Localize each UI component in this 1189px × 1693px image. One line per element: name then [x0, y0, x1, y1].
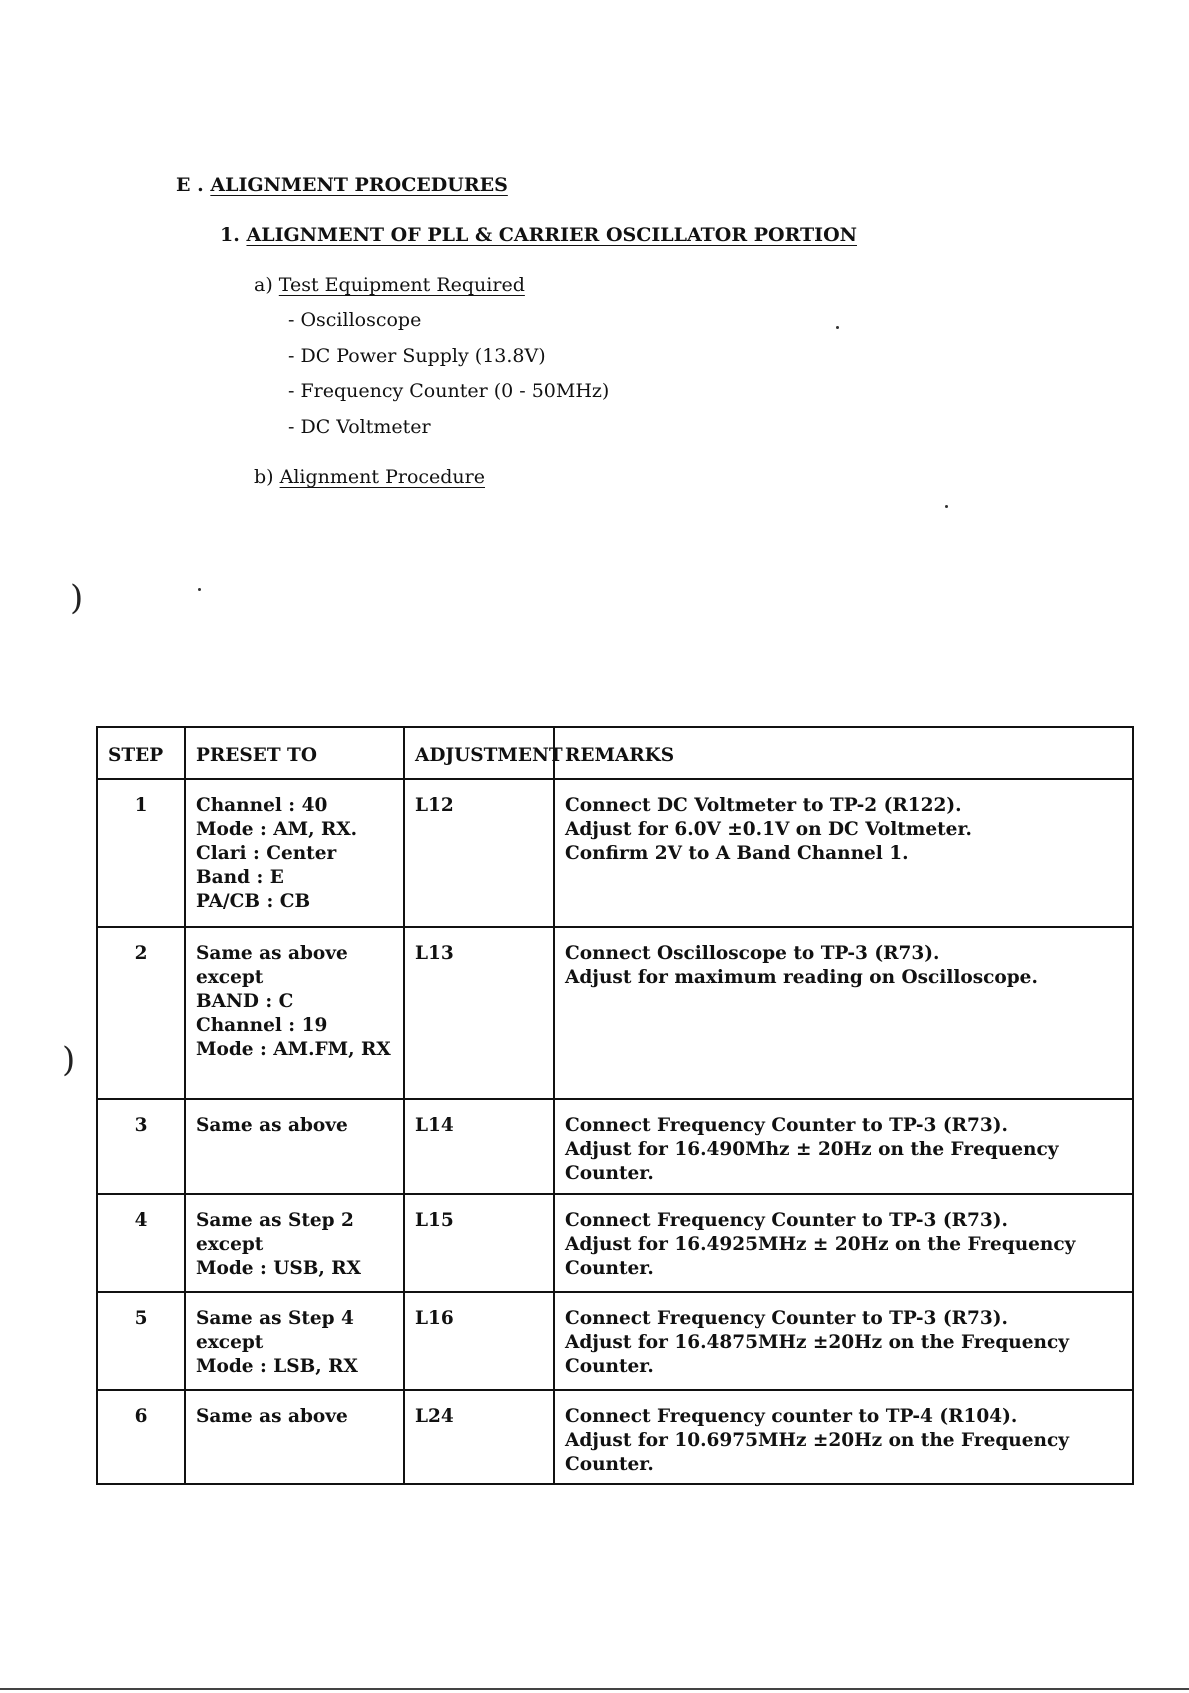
- remarks-line: Adjust for maximum reading on Oscilloscope.: [565, 967, 1038, 988]
- adjustment-cell: L14: [404, 1099, 554, 1194]
- adjustment-cell: L16: [404, 1292, 554, 1390]
- remarks-cell: [554, 1292, 1133, 1390]
- section-title: ALIGNMENT PROCEDURES: [210, 174, 508, 196]
- remarks-line: Counter.: [565, 1356, 654, 1377]
- preset-line: Same as above: [196, 1406, 348, 1427]
- remarks-cell: [554, 1099, 1133, 1194]
- step-cell: 2: [97, 927, 185, 1099]
- remarks-line: Adjust for 16.4875MHz ±20Hz on the Frequency: [565, 1332, 1069, 1353]
- preset-line: Mode : AM, RX.: [196, 819, 358, 840]
- remarks-line: Connect Frequency counter to TP-4 (R104).: [565, 1406, 1018, 1427]
- remarks-line: Adjust for 6.0V ±0.1V on DC Voltmeter.: [565, 819, 972, 840]
- preset-line: Clari : Center: [196, 843, 337, 864]
- part-a-label: a): [254, 274, 273, 296]
- section-heading: E . ALIGNMENT PROCEDURES: [176, 174, 508, 196]
- remarks-line: Connect Frequency Counter to TP-3 (R73).: [565, 1210, 1008, 1231]
- table-row: [97, 1292, 1133, 1390]
- part-b-heading: [254, 466, 485, 488]
- adjustment-cell: L24: [404, 1390, 554, 1484]
- preset-cell: [185, 1292, 404, 1390]
- remarks-line: Connect DC Voltmeter to TP-2 (R122).: [565, 795, 962, 816]
- preset-cell: [185, 1194, 404, 1292]
- remarks-line: Counter.: [565, 1258, 654, 1279]
- margin-paren-mark: ): [62, 1040, 76, 1080]
- subsection-heading: [220, 224, 857, 246]
- equipment-item: - DC Voltmeter: [288, 415, 431, 438]
- part-a-heading: [254, 274, 525, 296]
- preset-line: Band : E: [196, 867, 284, 888]
- preset-cell: [185, 1390, 404, 1484]
- equipment-item: - Frequency Counter (0 - 50MHz): [288, 380, 610, 402]
- adjustment-cell: L15: [404, 1194, 554, 1292]
- remarks-line: Adjust for 16.490Mhz ± 20Hz on the Frequency: [565, 1139, 1059, 1160]
- preset-line: Same as above: [196, 943, 348, 964]
- scan-speck: [198, 588, 201, 591]
- header-remarks: REMARKS: [554, 727, 1133, 779]
- part-b-label: b): [254, 466, 274, 488]
- subsection-title: ALIGNMENT OF PLL & CARRIER OSCILLATOR PORTION: [246, 224, 857, 246]
- preset-line: Mode : USB, RX: [196, 1258, 361, 1279]
- preset-line: Same as Step 2: [196, 1210, 354, 1231]
- table-row: [97, 927, 1133, 1099]
- table-row: [97, 1099, 1133, 1194]
- header-step: STEP: [97, 727, 185, 779]
- remarks-line: Adjust for 10.6975MHz ±20Hz on the Frequency: [565, 1430, 1069, 1451]
- remarks-line: Connect Frequency Counter to TP-3 (R73).: [565, 1115, 1008, 1136]
- remarks-line: Counter.: [565, 1454, 654, 1475]
- preset-line: except: [196, 1332, 264, 1353]
- part-a-title: Test Equipment Required: [278, 274, 525, 296]
- table-row: [97, 1390, 1133, 1484]
- preset-line: except: [196, 967, 264, 988]
- remarks-line: Adjust for 16.4925MHz ± 20Hz on the Frequency: [565, 1234, 1076, 1255]
- alignment-table: [96, 726, 1134, 1485]
- header-preset: PRESET TO: [185, 727, 404, 779]
- remarks-cell: [554, 1390, 1133, 1484]
- step-cell: 3: [97, 1099, 185, 1194]
- page-bottom-edge: [0, 1688, 1189, 1690]
- adjustment-cell: L12: [404, 779, 554, 927]
- margin-paren-mark: ): [70, 578, 84, 618]
- remarks-line: Counter.: [565, 1163, 654, 1184]
- step-cell: 6: [97, 1390, 185, 1484]
- remarks-line: Connect Frequency Counter to TP-3 (R73).: [565, 1308, 1008, 1329]
- preset-line: Same as above: [196, 1115, 348, 1136]
- section-number: E: [176, 174, 191, 196]
- remarks-cell: [554, 779, 1133, 927]
- table-row: [97, 779, 1133, 927]
- remarks-line: Confirm 2V to A Band Channel 1.: [565, 843, 909, 864]
- preset-line: PA/CB : CB: [196, 891, 311, 912]
- preset-line: Channel : 40: [196, 795, 328, 816]
- preset-cell: [185, 779, 404, 927]
- preset-line: Same as Step 4: [196, 1308, 354, 1329]
- step-cell: 5: [97, 1292, 185, 1390]
- preset-line: BAND : C: [196, 991, 294, 1012]
- preset-line: Mode : AM.FM, RX: [196, 1039, 391, 1060]
- table-row: [97, 1194, 1133, 1292]
- scan-speck: [836, 326, 839, 329]
- part-b-title: Alignment Procedure: [279, 466, 485, 488]
- remarks-line: Connect Oscilloscope to TP-3 (R73).: [565, 943, 940, 964]
- preset-cell: [185, 1099, 404, 1194]
- scan-speck: [945, 505, 948, 508]
- step-cell: 1: [97, 779, 185, 927]
- preset-line: except: [196, 1234, 264, 1255]
- equipment-list: [288, 308, 609, 450]
- preset-line: Channel : 19: [196, 1015, 328, 1036]
- preset-cell: [185, 927, 404, 1099]
- equipment-item: - DC Power Supply (13.8V): [288, 344, 546, 367]
- equipment-item: - Oscilloscope: [288, 309, 422, 331]
- remarks-cell: [554, 927, 1133, 1099]
- step-cell: 4: [97, 1194, 185, 1292]
- preset-line: Mode : LSB, RX: [196, 1356, 358, 1377]
- remarks-cell: [554, 1194, 1133, 1292]
- adjustment-cell: L13: [404, 927, 554, 1099]
- header-adjustment: ADJUSTMENT: [404, 727, 554, 779]
- table-header-row: [97, 727, 1133, 779]
- subsection-number: 1.: [220, 224, 240, 246]
